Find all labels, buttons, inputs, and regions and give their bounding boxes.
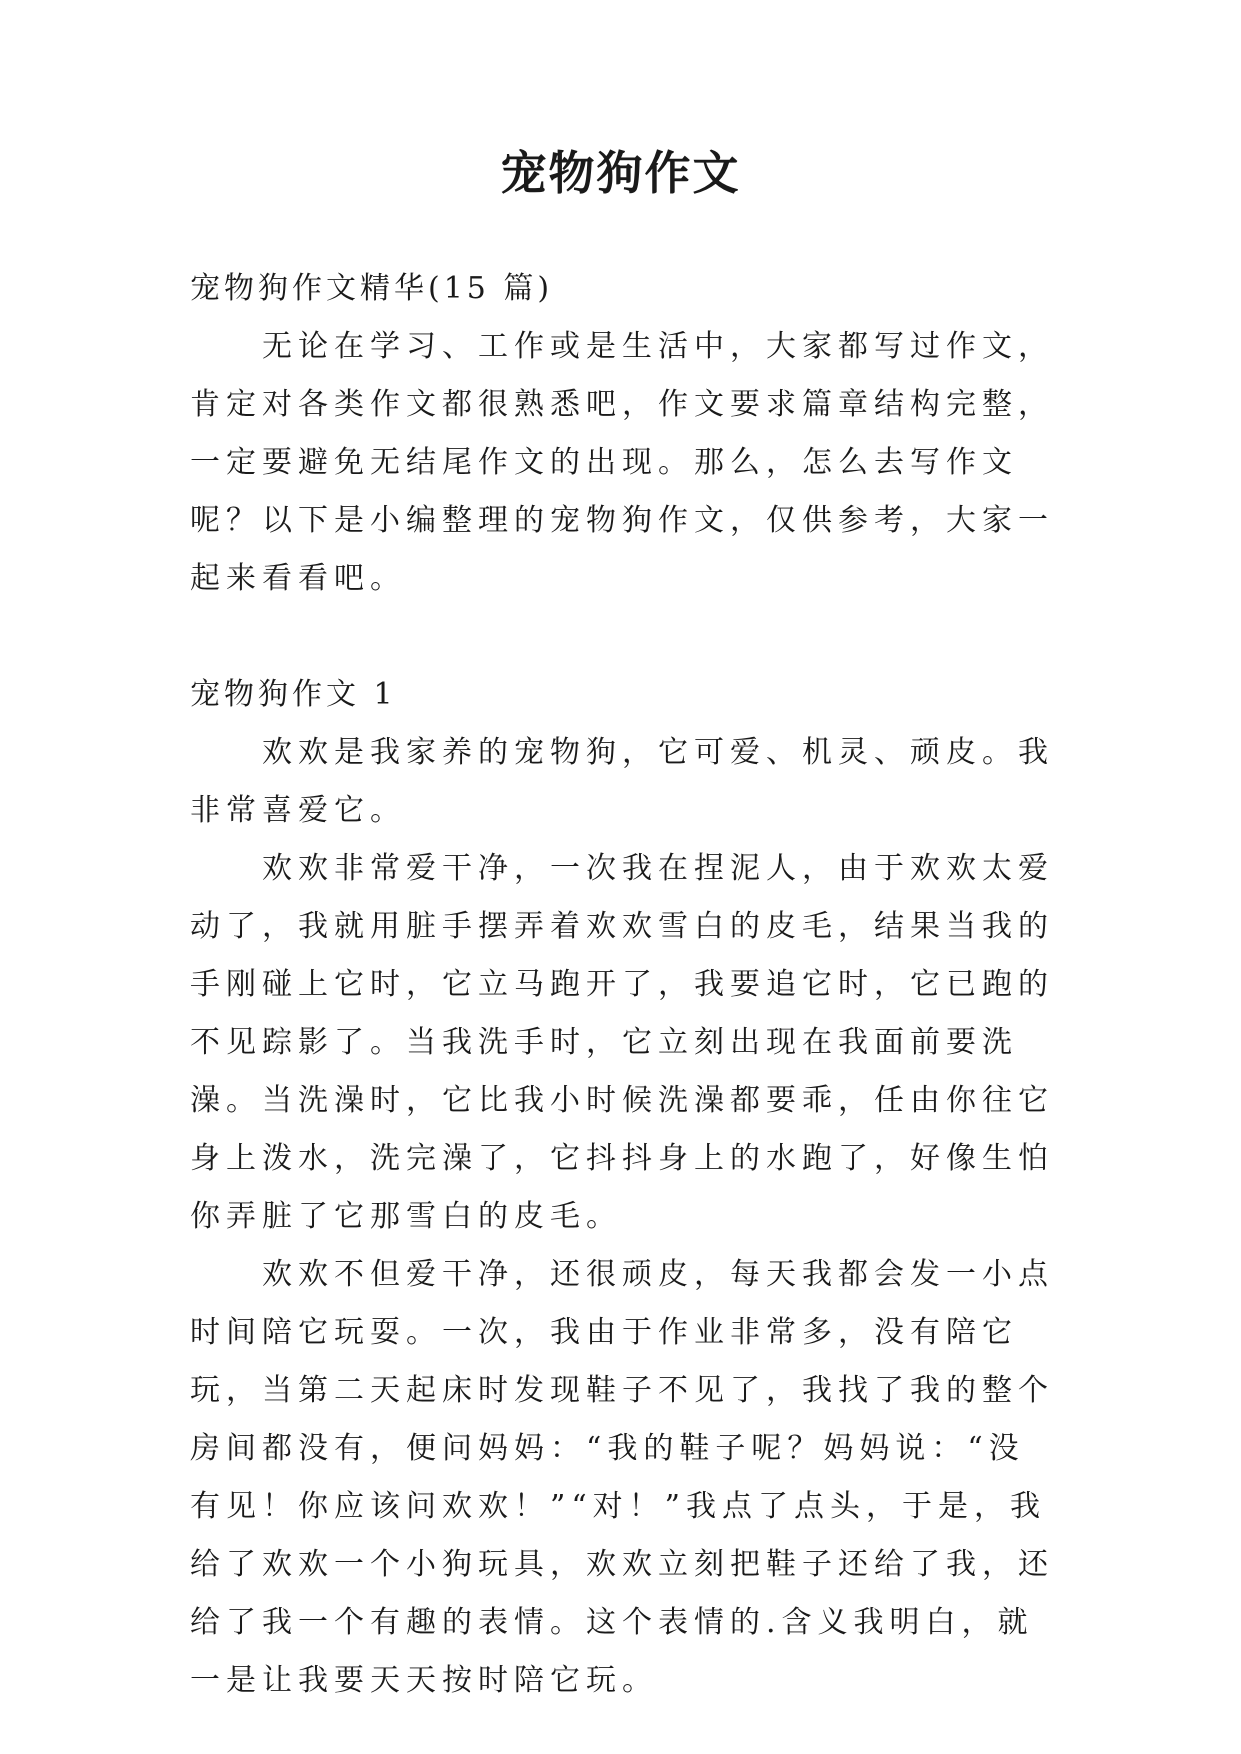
document-title: 宠物狗作文 xyxy=(500,146,741,200)
body-paragraph-2: 欢欢非常爱干净，一次我在捏泥人，由于欢欢太爱动了，我就用脏手摆弄着欢欢雪白的皮毛，结果当我的手刚碰上它时，它立马跑开了，我要追它时，它已跑的不见踪影了。当我洗手时，它立刻出现在我面前要洗澡。当洗澡时，它比我小时候洗澡都要乖，任由你往它身上泼水，洗完澡了，它抖抖身上的水跑了，好像生怕你弄脏了它那雪白的皮毛。 xyxy=(190,851,1054,1234)
intro-paragraph: 无论在学习、工作或是生活中，大家都写过作文，肯定对各类作文都很熟悉吧，作文要求篇章结构完整，一定要避免无结尾作文的出现。那么，怎么去写作文呢？以下是小编整理的宠物狗作文，仅供参考，大家一起来看看吧。 xyxy=(190,329,1054,596)
document-body xyxy=(190,260,1060,1710)
section-heading: 宠物狗作文 1 xyxy=(190,677,397,712)
body-paragraph-1: 欢欢是我家养的宠物狗，它可爱、机灵、顽皮。我非常喜爱它。 xyxy=(190,735,1054,828)
document-subtitle: 宠物狗作文精华(15 篇) xyxy=(190,271,554,306)
section-spacer xyxy=(190,608,1060,666)
body-paragraph-3: 欢欢不但爱干净，还很顽皮，每天我都会发一小点时间陪它玩耍。一次，我由于作业非常多，没有陪它玩，当第二天起床时发现鞋子不见了，我找了我的整个房间都没有，便问妈妈：“我的鞋子呢？妈妈说：“没有见！你应该问欢欢！”“对！”我点了点头，于是，我给了欢欢一个小狗玩具，欢欢立刻把鞋子还给了我，还给了我一个有趣的表情。这个表情的.含义我明白，就一是让我要天天按时陪它玩。 xyxy=(190,1257,1054,1698)
